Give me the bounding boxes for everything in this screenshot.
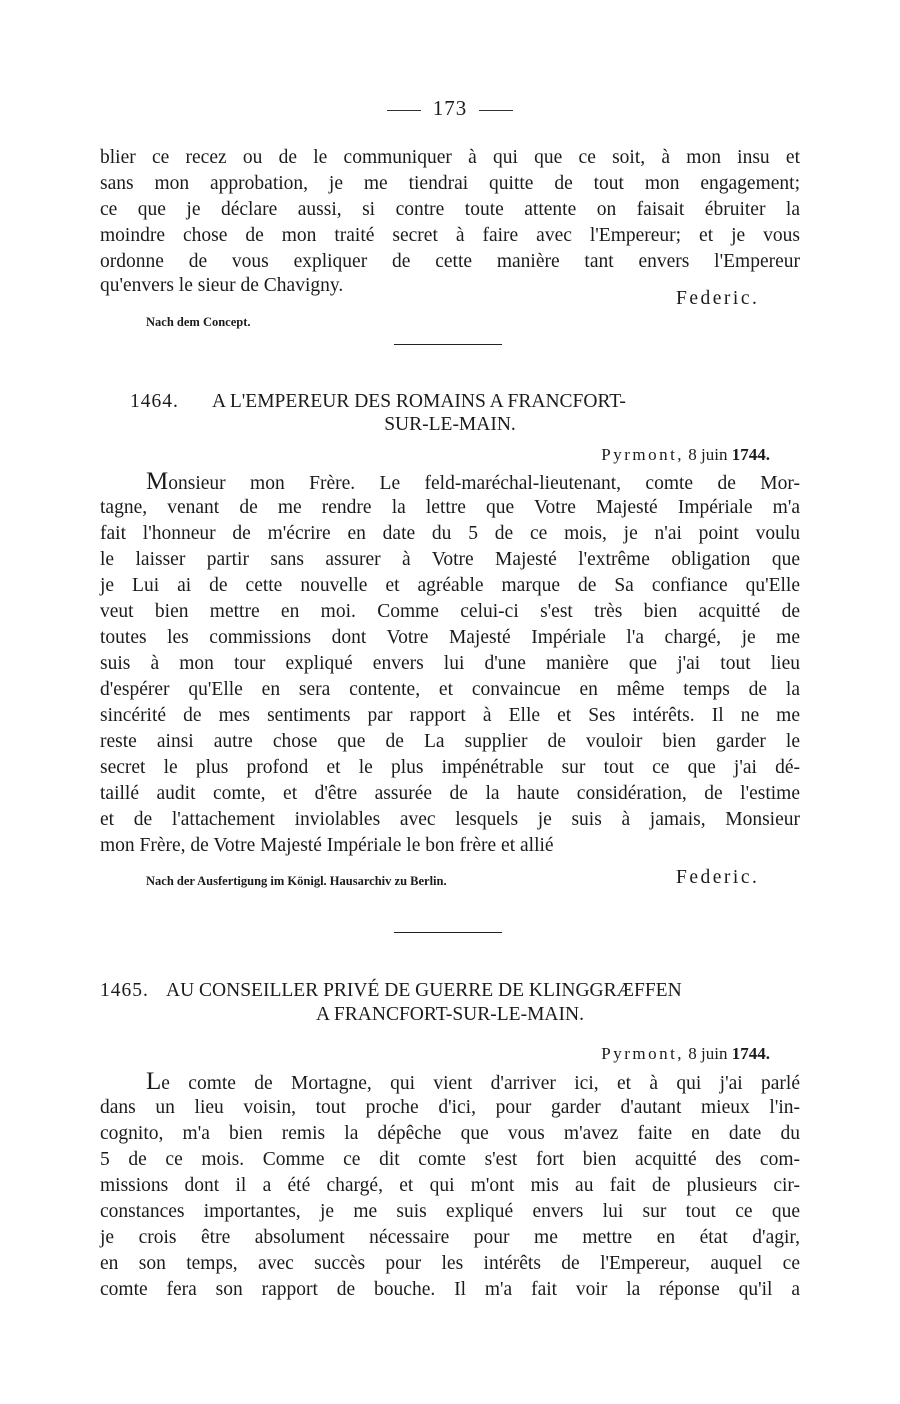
text-line: taillé audit comte, et d'être assurée de la haute considération, de l'estime [100,783,800,804]
text-line: suis à mon tour expliqué envers lui d'une manière que j'ai tout lieu [100,653,800,674]
text-line: dans un lieu voisin, tout proche d'ici, pour garder d'autant mieux l'in- [100,1097,800,1118]
signature: Federic. [676,288,760,309]
letter-number: 1465. [100,980,149,1001]
dash-left [387,110,421,111]
letter-number: 1464. [130,391,179,412]
heading-line-2: SUR-LE-MAIN. [384,414,516,435]
text-line: d'espérer qu'Elle en sera contente, et convaincue en même temps de la [100,679,800,700]
text-line: reste ainsi autre chose que de La supplier de vouloir bien garder le [100,731,800,752]
text-line-first: Monsieur mon Frère. Le feld-maréchal-lieutenant, comte de Mor- [146,468,800,495]
initial-letter: M [146,468,169,495]
signature: Federic. [676,867,760,888]
dash-right [479,110,513,111]
dateline: Pyrmont, 8 juin 1744. [601,1044,770,1063]
text-line: blier ce recez ou de le communiquer à qui que ce soit, à mon insu et [100,147,800,168]
text-line: qu'envers le sieur de Chavigny. [100,275,344,296]
heading-line-1: A L'EMPEREUR DES ROMAINS A FRANCFORT- [212,391,626,412]
page-number: 173 [0,96,900,121]
text-line-first: Le comte de Mortagne, qui vient d'arriver ici, et à qui j'ai parlé [146,1068,800,1095]
text-line: ce que je déclare aussi, si contre toute attente on faisait ébruiter la [100,199,800,220]
text-line: comte fera son rapport de bouche. Il m'a fait voir la réponse qu'il a [100,1279,800,1300]
dateline: Pyrmont, 8 juin 1744. [601,445,770,464]
text-line: secret le plus profond et le plus impénétrable sur tout ce que j'ai dé- [100,757,800,778]
text-line: et de l'attachement inviolables avec lesquels je suis à jamais, Monsieur [100,809,800,830]
text-line: 5 de ce mois. Comme ce dit comte s'est fort bien acquitté des com- [100,1149,800,1170]
initial-letter: L [146,1068,162,1095]
text-line: tagne, venant de me rendre la lettre que Votre Majesté Impériale m'a [100,497,800,518]
section-divider [394,932,502,933]
text-line: toutes les commissions dont Votre Majesté Impériale l'a chargé, je me [100,627,800,648]
heading-line-2: A FRANCFORT-SUR-LE-MAIN. [316,1004,584,1025]
text-line: missions dont il a été chargé, et qui m'ont mis au fait de plusieurs cir- [100,1175,800,1196]
text-line: moindre chose de mon traité secret à faire avec l'Empereur; et je vous [100,225,800,246]
source-note: Nach der Ausfertigung im Königl. Hausarchiv zu Berlin. [146,874,447,888]
text-line: mon Frère, de Votre Majesté Impériale le bon frère et allié [100,835,554,856]
heading-line-1: AU CONSEILLER PRIVÉ DE GUERRE DE KLINGGRÆFFEN [166,980,682,1001]
text-line: ordonne de vous expliquer de cette manière tant envers l'Empereur [100,251,800,272]
text-line: je Lui ai de cette nouvelle et agréable marque de Sa confiance qu'Elle [100,575,800,596]
text-line: sans mon approbation, je me tiendrai quitte de tout mon engagement; [100,173,800,194]
text-line: fait l'honneur de m'écrire en date du 5 de ce mois, je n'ai point voulu [100,523,800,544]
source-note: Nach dem Concept. [146,315,251,329]
text-line: constances importantes, je me suis expliqué envers lui sur tout ce que [100,1201,800,1222]
section-divider [394,344,502,345]
text-line: veut bien mettre en moi. Comme celui-ci s'est très bien acquitté de [100,601,800,622]
text-line: le laisser partir sans assurer à Votre Majesté l'extrême obligation que [100,549,800,570]
text-line: en son temps, avec succès pour les intérêts de l'Empereur, auquel ce [100,1253,800,1274]
text-line: cognito, m'a bien remis la dépêche que vous m'avez faite en date du [100,1123,800,1144]
text-line: sincérité de mes sentiments par rapport à Elle et Ses intérêts. Il ne me [100,705,800,726]
text-line: je crois être absolument nécessaire pour me mettre en état d'agir, [100,1227,800,1248]
